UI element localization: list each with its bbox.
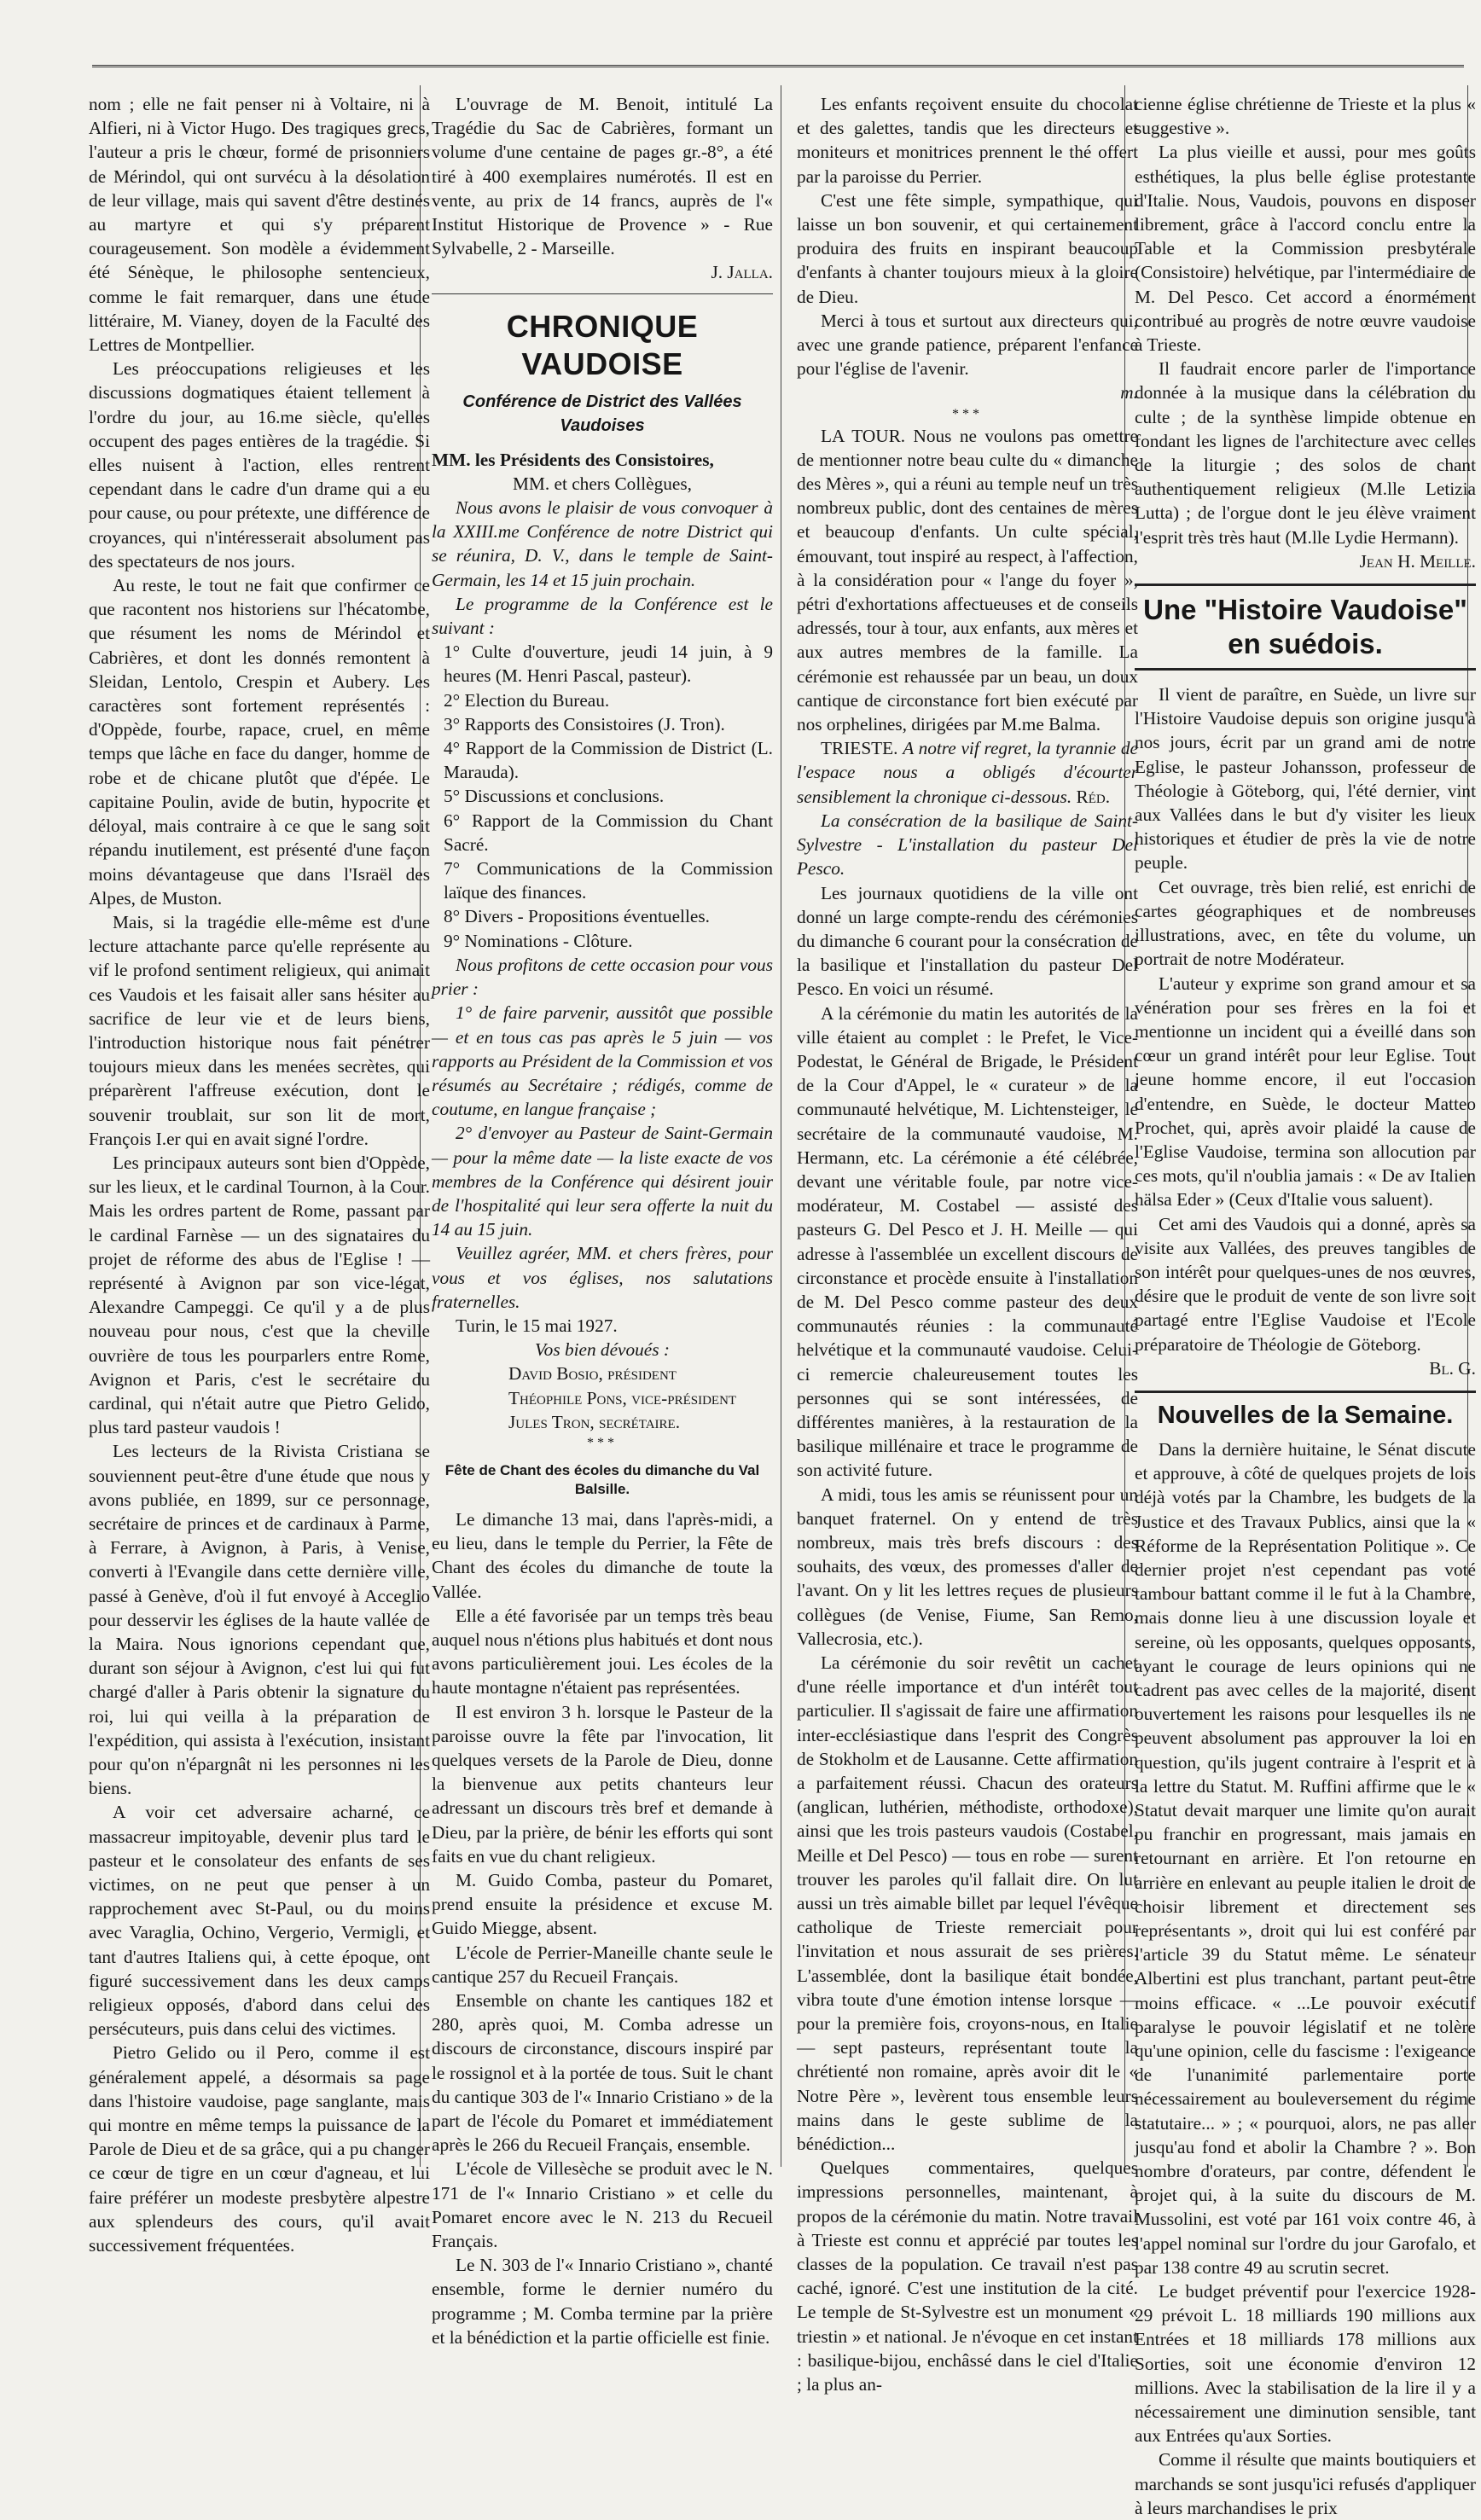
paragraph: cienne église chrétienne de Trieste et la plus « suggestive ». — [1135, 94, 1476, 139]
paragraph: LA TOUR. Nous ne voulons pas omettre de mentionner notre beau culte du « dimanche des Mères », qui a réuni au temple neuf un très nombreux public, dont des centaines de mères et beaucoup d'enfants. Un culte spécial, émouvant, tout inspiré au respect, à l'affection, à la considération pour « l'ange du foyer », pétri d'exhortations affectueuses et de conseils adressés, tour à tour, aux enfants, aux mères et aux autres membres de la famille. La cérémonie est rehaussée par un beau, un doux cantique de circonstance fort bien exécuté par nos orphelines, dirigées par M.me Balma. — [797, 425, 1138, 735]
paragraph: Quelques commentaires, quelques impressions personnelles, maintenant, à propos de la cérémonie du matin. Notre travail à Trieste est connu et apprécié par toutes les classes de la population. Ce travail n'est pas caché, ignoré. C'est une institution de la cité. Le temple de St-Sylvestre est un monument « triestin » et national. Je n'évoque en cet instant : basilique-bijou, enchâssé dans le ciel d'Italie ; la plus an- — [797, 2157, 1138, 2395]
programme-item: 8° Divers - Propositions éventuelles. — [444, 906, 710, 927]
histoire-heading: Une "Histoire Vaudoise" en suédois. — [1135, 584, 1476, 671]
signatory: Théophile Pons, vice-président — [508, 1387, 737, 1408]
paragraph: L'école de Perrier-Maneille chante seule le cantique 257 du Recueil Français. — [432, 1942, 773, 1987]
trieste-note-signature: Réd. — [1076, 786, 1111, 807]
paragraph: Comme il résulte que maints boutiquiers et marchands se sont jusqu'ici refusés d'appliquer à leurs marchandises le prix — [1135, 2449, 1476, 2518]
paragraph: nom ; elle ne fait penser ni à Voltaire, ni à Alfieri, ni à Victor Hugo. Des tragiques grecs, l'auteur a pris le chœur, formé de prisonniers de Mérindol, qui ont survécu à la désolation de leur village, mais qui savent d'être destinés au martyre et qui s'y préparent courageusement. Son modèle a évidemment été Sénèque, le philosophe sentencieux, comme le fait remarquer, dans une étude littéraire, M. Vianey, doyen de la Faculté des Lettres de Montpellier. — [89, 94, 430, 356]
paragraph: A midi, tous les amis se réunissent pour un banquet fraternel. On y entend de très nombreux, mais très brefs discours : des souhaits, des vœux, des promesses d'aller de l'avant. On y lit les lettres reçues de plusieurs collègues (de Venise, Fiume, San Remo, Vallecrosia, etc.). — [797, 1484, 1138, 1649]
paragraph: Les lecteurs de la Rivista Cristiana se souviennent peut-être d'une étude que nous y avons publiée, en 1899, sur ce personnage, secrétaire de princes et de cardinaux à Parme, à Ferrare, à Avignon, à Paris, à Venise, converti à l'Evangile dans cette dernière ville, passé à Genève, d'où il fut envoyé à Acceglio pour desservir les églises de la haute vallée de la Maira. Nous ignorions cependant que, durant son séjour à Avignon, c'est lui qui fut chargé d'aller à Paris obtenir la signature du roi, lui qui veilla à la préparation de l'expédition, qui assista à l'exécution, insistant pour qu'on n'épargnât ni les personnes ni les biens. — [89, 1441, 430, 1799]
stars-separator: *** — [952, 406, 983, 421]
programme-item: 9° Nominations - Clôture. — [444, 930, 633, 951]
programme-item: 3° Rapports des Consistoires (J. Tron). — [444, 713, 725, 735]
salutation: MM. et chers Collègues, — [513, 473, 692, 494]
request-intro: Nous profitons de cette occasion pour vous prier : — [432, 954, 773, 1000]
signature: Bl. G. — [1429, 1357, 1476, 1379]
paragraph: Merci à tous et surtout aux directeurs qui, avec une grande patience, préparent l'enfance pour l'église de l'avenir. — [797, 310, 1138, 380]
paragraph: L'auteur y exprime son grand amour et sa vénération pour ses frères en la foi et mentionne un incident qui a éveillé dans son cœur un grand intérêt pour leur Eglise. Tout jeune homme encore, il eut l'occasion d'entendre, en Suède, le docteur Matteo Prochet, qui, après avoir plaidé la cause de l'Eglise Vaudoise, termina son allocution par ces mots, qu'il n'oublia jamais : « De av Italien hälsa Eder » (Ceux d'Italie vous saluent). — [1135, 973, 1476, 1211]
paragraph: La plus vieille et aussi, pour mes goûts esthétiques, la plus belle église protestante d'Italie. Nous, Vaudois, pouvons en disposer librement, grâce à l'accord conclu entre la Table et la Commission presbytérale (Consistoire) helvétique, par l'intermédiaire de M. Del Pesco. Cet accord a énormément contribué au progrès de notre œuvre vaudoise à Trieste. — [1135, 142, 1476, 356]
paragraph: Les préoccupations religieuses et les discussions dogmatiques étaient tellement à l'ordre du jour, au 16.me siècle, qu'elles occupent des pages entières de la tragédie. Si elles nuisent à l'action, elles rentrent cependant dans le cadre d'un drame qui a eu pour cause, ou pour prétexte, une différence de croyances, qui n'intéresserait absolument pas des spectateurs de nos jours. — [89, 358, 430, 572]
paragraph: A voir cet adversaire acharné, ce massacreur impitoyable, devenir plus tard le pasteur et le consolateur des enfants de ses victimes, on ne peut que penser à un rapprochement avec St-Paul, ou du moins avec Varaglia, Ochino, Vergerio, Vermigli, et tant d'autres Italiens qui, à cette époque, ont figuré successivement dans les deux camps religieux opposés, d'abord dans celui des persécuteurs, puis dans celui des victimes. — [89, 1802, 430, 2040]
paragraph: Cet ouvrage, très bien relié, est enrichi de cartes géographiques et de nombreuses illustrations, avec, en tête du volume, un portrait de notre Modérateur. — [1135, 876, 1476, 970]
column-4 — [1135, 92, 1476, 2518]
book-notice-signature: J. Jalla. — [711, 262, 773, 283]
paragraph: Il vient de paraître, en Suède, un livre sur l'Histoire Vaudoise depuis son origine jusqu'à nos jours, écrit par un grand ami de notre Eglise, le pasteur Johansson, professeur de Théologie à Göteborg, qui, l'été dernier, vint aux Vallées dans le but d'y visiter les lieux historiques et étudier de près la vie de notre peuple. — [1135, 684, 1476, 874]
top-double-rule — [92, 65, 1464, 67]
request-item: 2° d'envoyer au Pasteur de Saint-Germain — pour la même date — la liste exacte de vos membres de la Conférence qui désirent jouir de l'hospitalité qui leur sera offerte la nuit du 14 au 15 juin. — [432, 1123, 773, 1240]
paragraph: La cérémonie du soir revêtit un cachet d'une réelle importance et d'un intérêt tout particulier. Il s'agissait de faire une affirmation inter-ecclésiastique dans l'esprit des Congrès de Stokholm et de Lausanne. Cette affirmation a parfaitement réussi. Chacun des orateurs (anglican, luthérien, méthodiste, orthodoxe), ainsi que les trois pasteurs vaudois (Costabel, Meille et Del Pesco) — tous en robe — surent trouver les paroles qu'il fallait dire. On lut aussi un très aimable billet par lequel l'évêque catholique de Trieste remerciait pour l'invitation et nous assurait de ses prières. L'assemblée, dont la basilique était bondée, vibra toute d'une émotion intense lorsque — pour la première fois, croyons-nous, en Italie — sept pasteurs, représentant toute la chrétienté non romaine, après avoir dit le « Notre Père », levèrent tous ensemble leurs mains dans le geste sublime de la bénédiction... — [797, 1652, 1138, 2155]
signature: Jean H. Meille. — [1359, 550, 1476, 572]
fete-heading: Fête de Chant des écoles du dimanche du Val Balsille. — [444, 1461, 760, 1497]
signature: m. — [1120, 382, 1138, 404]
vos-devoues: Vos bien dévoués : — [535, 1339, 670, 1361]
paragraph: C'est une fête simple, sympathique, qui laisse un bon souvenir, et qui certainement produira des fruits en inspirant beaucoup d'enfants à chanter toujours mieux à la gloire de Dieu. — [797, 189, 1138, 307]
paragraph: Cet ami des Vaudois qui a donné, après sa visite aux Vallées, des preuves tangibles de son intérêt pour quelques-unes de nos œuvres, désire que le produit de vente de son livre soit partagé entre l'Eglise Vaudoise et l'Ecole préparatoire de Théologie de Göteborg. — [1135, 1213, 1476, 1355]
programme-item: 1° Culte d'ouverture, jeudi 14 juin, à 9 heures (M. Henri Pascal, pasteur). — [444, 642, 773, 687]
request-item: 1° de faire parvenir, aussitôt que possible — et en tous cas pas après le 5 juin — vos rapports au Président de la Commission et vos résumés au Secrétaire ; rédigés, comme de coutume, en langue française ; — [432, 1002, 773, 1120]
paragraph: A la cérémonie du matin les autorités de la ville étaient au complet : le Prefet, le Vice-Podestat, le Général de Brigade, le Président de la Cour d'Appel, le « curateur » de la communauté helvétique, M. Lichtensteiger, le secrétaire de la communauté vaudoise, M. Hermann, etc. La cérémonie a été célébrée, devant une véritable foule, par notre vice-modérateur, M. Costabel — assisté des pasteurs G. Del Pesco et J. H. Meille — qui adresse à l'assemblée un excellent discours de circonstance et procède ensuite à l'installation de M. Del Pesco comme pasteur des deux communautés réunies : la communauté helvétique et la communauté vaudoise. Celui-ci remercie chaleureusement toutes les personnes qui se sont intéressées, de différentes manières, à la restauration de la basilique millénaire et trace le programme de son activité future. — [797, 1002, 1138, 1481]
nouvelles-heading: Nouvelles de la Semaine. — [1135, 1391, 1476, 1431]
paragraph: Le N. 303 de l'« Innario Cristiano », chanté ensemble, forme le dernier numéro du programme ; M. Comba termine par la prière et la bénédiction et la partie officielle est finie. — [432, 2255, 773, 2348]
paragraph: Au reste, le tout ne fait que confirmer ce que racontent nos historiens sur l'hécatombe, que résument les noms de Mérindol et Cabrières, et dont les donnés remontent à Sleidan, Lentolo, Crespin et Aubery. Les caractères sont fortement représentés : d'Oppède, fourbe, rapace, cruel, en même temps que lâche en face du danger, homme de robe et de chicane plutôt que d'épée. Le capitaine Poulin, avide de butin, hypocrite et déloyal, mais contraire à ce que le sang soit répandu inutilement, est présenté d'une façon moins dévantageuse que dans l'Israël des Alpes, de Muston. — [89, 575, 430, 909]
programme-item: 7° Communications de la Commission laïque des finances. — [444, 858, 773, 903]
convocation: Nous avons le plaisir de vous convoquer à la XXIII.me Conférence de notre District qui se réunira, D. V., dans le temple de Saint-Germain, les 14 et 15 juin prochain. — [432, 497, 773, 590]
programme-intro: Le programme de la Conférence est le suivant : — [432, 593, 773, 639]
paragraph: Le budget préventif pour l'exercice 1928-29 prévoit L. 18 milliards 190 millions aux Entrées et 18 milliards 178 millions aux Sorties, soit une économie d'environ 12 millions. Avec la stabilisation de la lire il y a nécessairement une diminution sensible, tant aux Entrées qu'aux Sorties. — [1135, 2281, 1476, 2447]
book-notice: L'ouvrage de M. Benoit, intitulé La Tragédie du Sac de Cabrières, formant un volume d'une centaine de pages gr.-8°, a été tiré à 400 exemplaires numérotés. Il est en vente, au prix de 14 francs, auprès de l'« Institut Historique de Provence » - Rue Sylvabelle, 2 - Marseille. — [432, 94, 773, 259]
trieste-label: TRIESTE. — [821, 738, 898, 759]
programme-item: 2° Election du Bureau. — [444, 689, 610, 711]
paragraph: Le dimanche 13 mai, dans l'après-midi, a eu lieu, dans le temple du Perrier, la Fête de Chant des écoles du dimanche de toute la Vallée. — [432, 1508, 773, 1602]
conference-heading: Conférence de District des Vallées Vaudoises — [462, 392, 742, 435]
paragraph: Il faudrait encore parler de l'importance donnée à la musique dans la célébration du culte ; de la synthèse limpide obtenue en fondant les lignes de l'architecture avec celles de la liturgie ; des solos de chant authentiquement religieux (M.lle Letizia Lutta) ; de l'orgue dont le jeu élève vraiment l'esprit très très haut (M.lle Lydie Hermann). — [1135, 358, 1476, 548]
paragraph: Les journaux quotidiens de la ville ont donné un large compte-rendu des cérémonies du dimanche 6 courant pour la consécration de la basilique et l'installation du pasteur Del Pesco. En voici un résumé. — [797, 882, 1138, 1000]
paragraph: M. Guido Comba, pasteur du Pomaret, prend ensuite la présidence et excuse M. Guido Miegge, absent. — [432, 1870, 773, 1939]
paragraph: Mais, si la tragédie elle-même est d'une lecture attachante parce qu'elle représente au vif le profond sentiment religieux, qui animait ces Vaudois et les faisait aller sans hésiter au sacrifice de leur vie et de leurs biens, l'introduction historique nous fait pénétrer toujours mieux dans les menées secrètes, qui préparèrent l'affreuse exécution, dont le souvenir troublait, sur son lit de mort, François I.er qui en avait signé l'ordre. — [89, 911, 430, 1149]
paragraph: Les principaux auteurs sont bien d'Oppède, sur les lieux, et le cardinal Tournon, à la Cour. Mais les ordres partent de Rome, passant par le cardinal Farnèse — un des signataires du projet de réforme des abus de l'Eglise ! — représenté à Avignon par son vice-légat, Alexandre Campeggi. Ce qu'il y a de plus nouveau pour nous, c'est que la cheville ouvrière de tous les pourparlers entre Rome, Avignon et Paris, c'est le secrétaire du cardinal, qui n'était autre que Pietro Gelido, plus tard pasteur vaudois ! — [89, 1152, 430, 1438]
trieste-note-text: A notre vif regret, la tyrannie de l'espace nous a obligés d'écourter sensiblement la chronique ci-dessous. — [797, 738, 1138, 807]
column-3 — [797, 92, 1138, 2395]
programme-item: 5° Discussions et conclusions. — [444, 786, 665, 807]
programme-item: 4° Rapport de la Commission de District (L. Marauda). — [444, 738, 773, 783]
salutation: MM. les Présidents des Consistoires, — [432, 449, 714, 470]
trieste-subtitle: La consécration de la basilique de Saint-Sylvestre - L'installation du pasteur Del Pesco. — [797, 810, 1138, 880]
signatory: Jules Tron, secrétaire. — [508, 1411, 681, 1432]
programme-item: 6° Rapport de la Commission du Chant Sacré. — [444, 810, 773, 855]
paragraph: Ensemble on chante les cantiques 182 et 280, après quoi, M. Comba adresse un discours de circonstance, discours inspiré par le rossignol et à la portée de tous. Suit le chant du cantique 303 de l'« Innario Cristiano » de la part de l'école du Pomaret et immédiatement après le 266 du Recueil Français, ensemble. — [432, 1990, 773, 2156]
chronique-heading: CHRONIQUE VAUDOISE — [506, 308, 699, 381]
column-1 — [89, 92, 430, 2256]
paragraph: Pietro Gelido ou il Pero, comme il est généralement appelé, a désormais sa page dans l'histoire vaudoise, page sanglante, mais qui montre en même temps la puissance de la Parole de Dieu et de sa grâce, qui a pu changer ce cœur de tigre en un cœur d'agneau, et lui faire préférer un modeste presbytère alpestre aux splendeurs des cours, qu'il avait successivement fréquentées. — [89, 2042, 430, 2256]
column-2 — [432, 92, 773, 2348]
trieste-note — [797, 736, 1138, 809]
stars-separator: *** — [587, 1435, 618, 1450]
paragraph: Il est environ 3 h. lorsque le Pasteur de la paroisse ouvre la fête par l'invocation, lit quelques versets de la Parole de Dieu, donne la bienvenue aux petits chanteurs leur adressant un discours très bref et demande à Dieu, par la prière, de bénir les efforts qui sont faits en vue du chant religieux. — [432, 1701, 773, 1867]
paragraph: Dans la dernière huitaine, le Sénat discute et approuve, à côté de quelques projets de lois déjà votés par la Chambre, les budgets de la Justice et des Travaux Publics, ainsi que la « Réforme de la Représentation Politique ». Ce dernier projet n'est cependant pas voté tambour battant comme il le fut à la Chambre, mais donne lieu à une discussion loyale et sereine, où les opposants, quelques opposants, ayant le courage de leurs opinions qui ne cadrent pas avec celles de la majorité, disent ouvertement les raisons pour lesquelles ils ne peuvent absolument pas approuver la loi en question, qu'ils jugent contraire à l'esprit et à la lettre du Statut. M. Ruffini affirme que le « Statut devait marquer une limite qu'on aurait pu franchir en progressant, mais jamais en retournant en arrière. Et l'on retourne en arrière en enlevant au peuple italien le droit de choisir librement et directement ses représentants », droit qui lui est conféré par l'article 39 du Statut même. Le sénateur Albertini est plus tranchant, partant peut-être moins efficace. « ...Le pouvoir exécutif paralyse le pouvoir législatif et ne tolère qu'une opinion, celle du fascisme : l'exigeance de l'unanimité parlementaire porte nécessairement au bouleversement du régime statutaire... » ; « pourquoi, alors, ne pas aller jusqu'au fond et abolir la Chambre ? ». Bon nombre d'orateurs, par contre, défendent le projet qui, à la suite du discours de M. Mussolini, est voté par 161 voix contre 46, à l'appel nominal sur l'ordre du jour Garofalo, et par 138 contre 49 au scrutin secret. — [1135, 1438, 1476, 2278]
paragraph: Les enfants reçoivent ensuite du chocolat et des galettes, tandis que les directeurs et moniteurs et monitrices prennent le thé offert par la paroisse du Perrier. — [797, 94, 1138, 187]
paragraph: Elle a été favorisée par un temps très beau auquel nous n'étions plus habitués et dont nous avons particulièrement joui. Les écoles de la haute montagne n'étaient pas représentées. — [432, 1605, 773, 1698]
signatory: David Bosio, président — [508, 1363, 677, 1385]
section-rule — [432, 293, 773, 294]
paragraph: L'école de Villesèche se produit avec le N. 171 de l'« Innario Cristiano » et celle du Pomaret encore avec le N. 213 du Recueil Français. — [432, 2158, 773, 2252]
date-line: Turin, le 15 mai 1927. — [456, 1315, 618, 1336]
closing: Veuillez agréer, MM. et chers frères, pour vous et vos églises, nos salutations fraternelles. — [432, 1243, 773, 1312]
